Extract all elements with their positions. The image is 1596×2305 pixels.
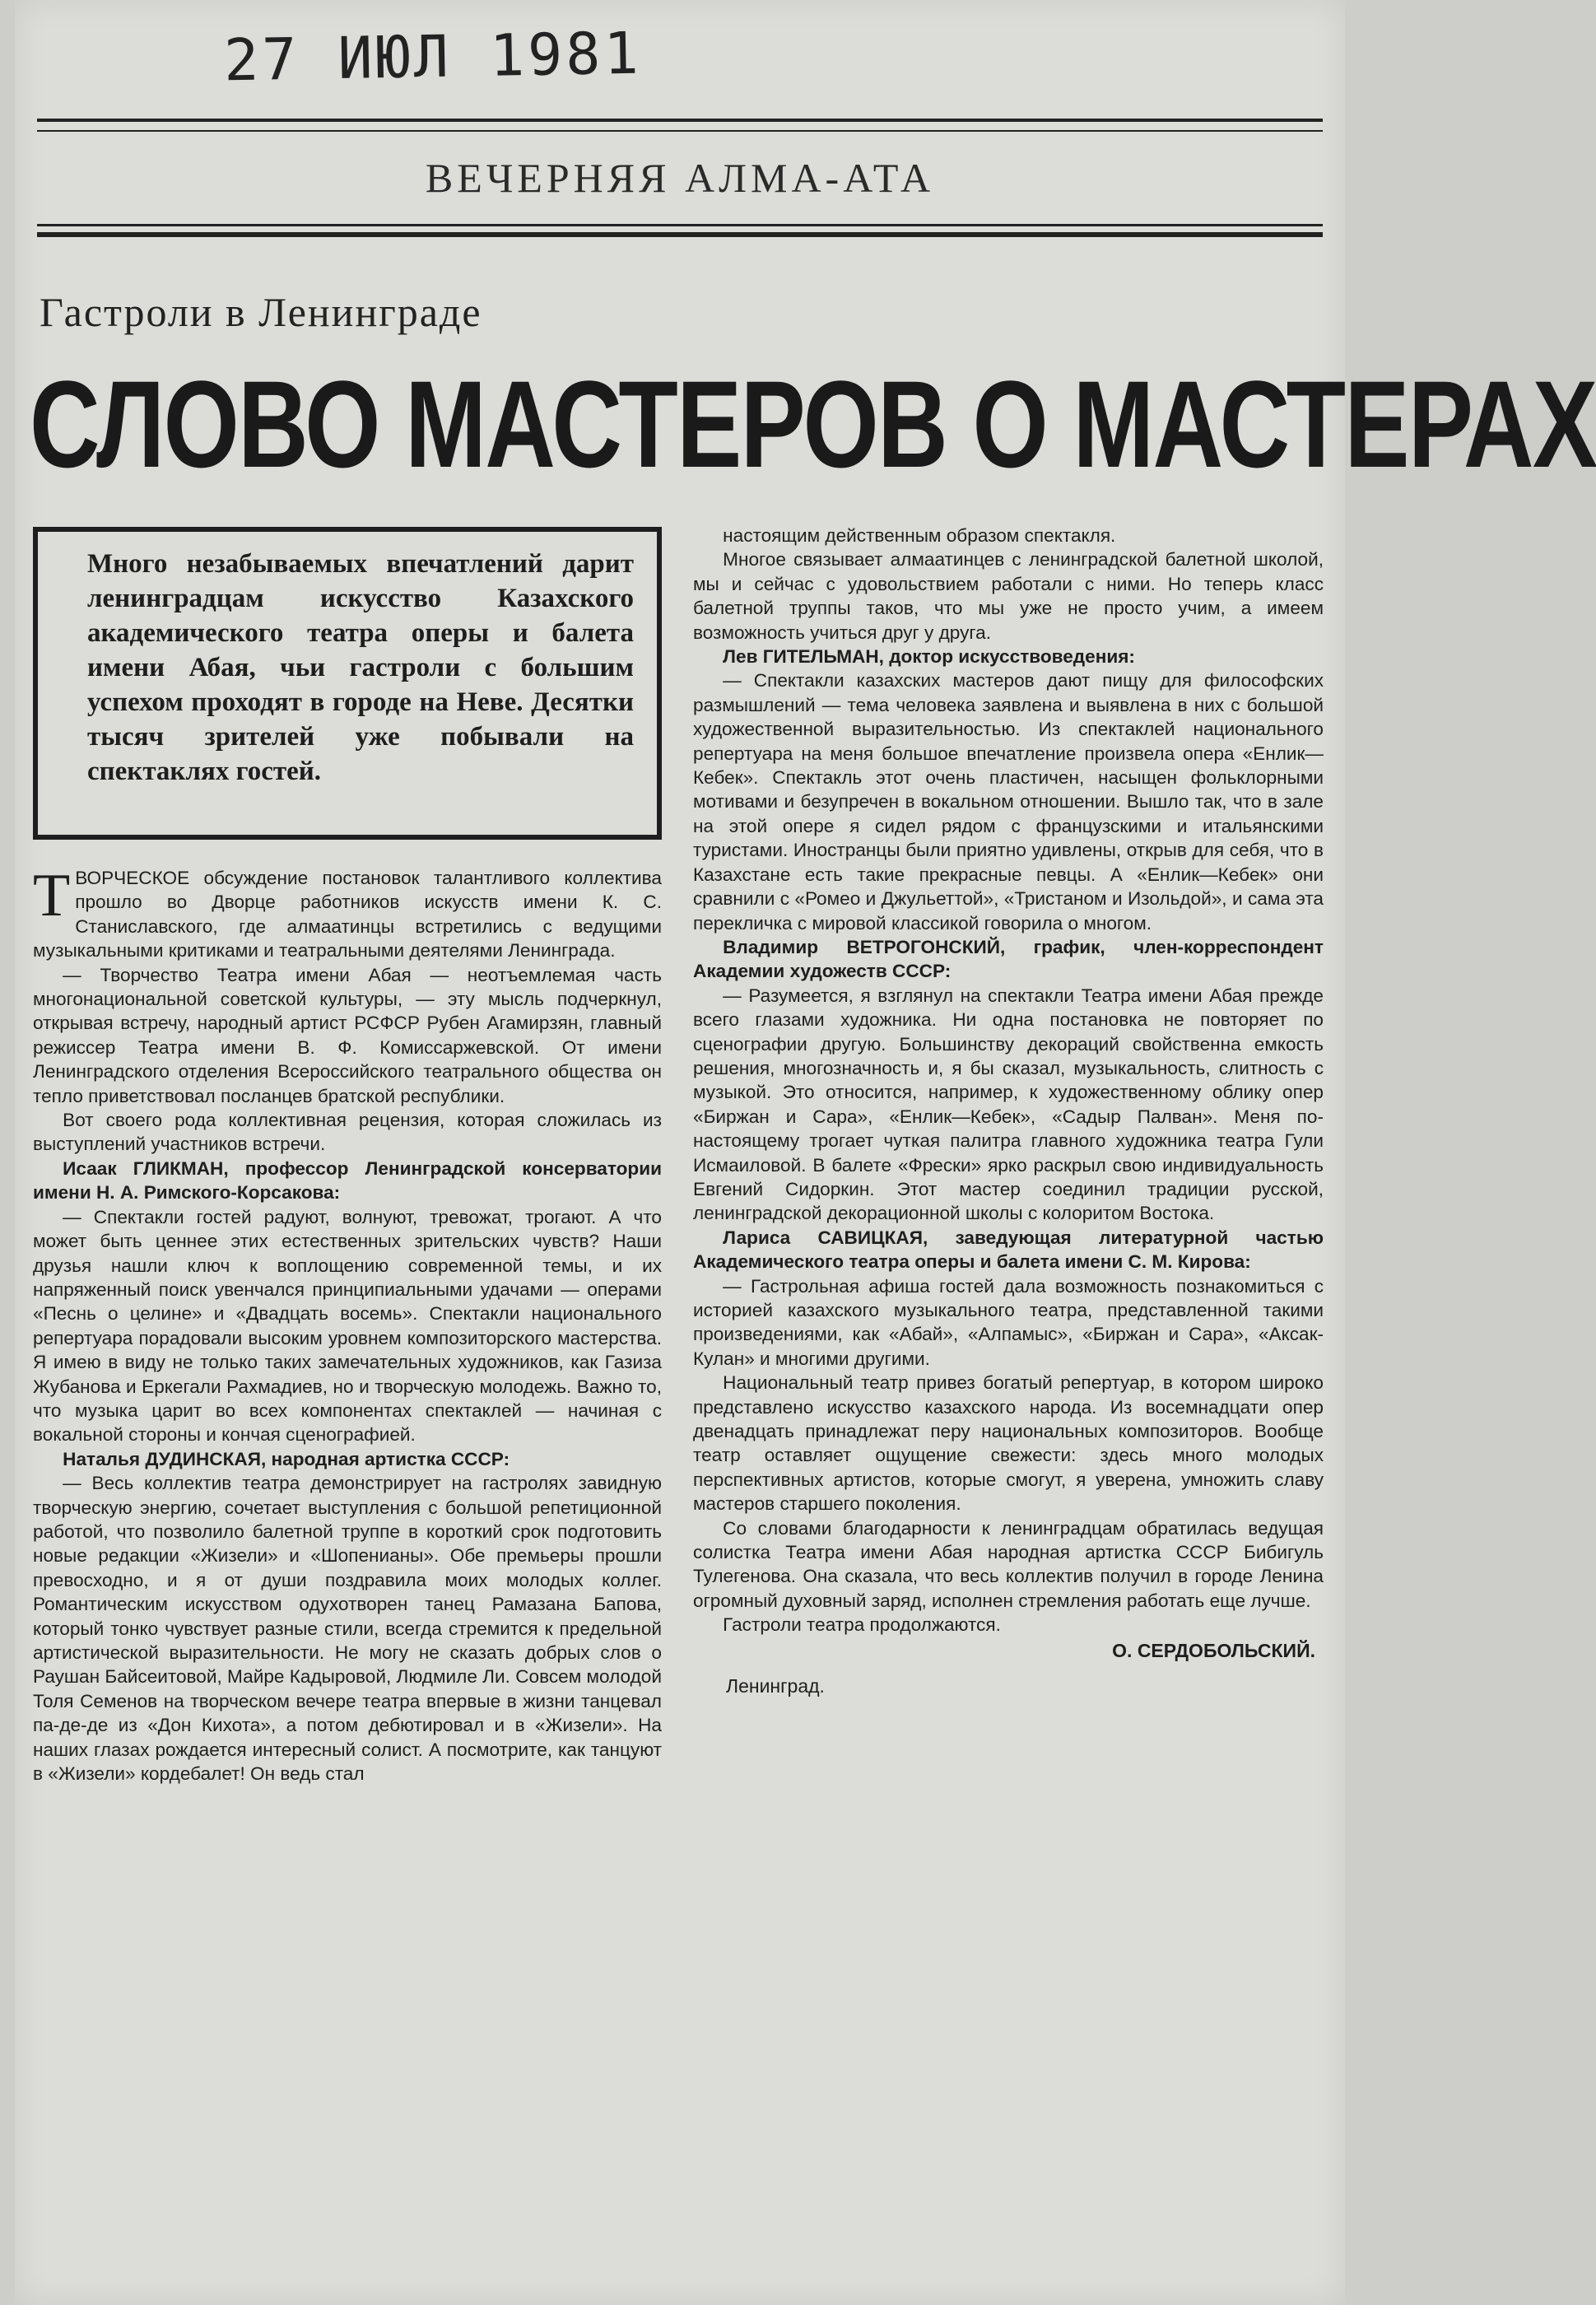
- paragraph: — Спектакли гостей радуют, волнуют, тревожат, трогают. А что может быть ценнее этих естественных зрительских чувств? Наши друзья нашли ключ к воплощению современной темы, и их напряженный поиск увенчался принципиальными удачами — операми «Песнь о целине» и «Двадцать восемь». Спектакли национального репертуара порадовали высоким уровнем композиторского мастерства. Я имею в виду не только таких замечательных художников, как Газиза Жубанова и Еркегали Рахмадиев, но и творческую молодежь. Важно то, что музыка царит во всех компонентах спектаклей — начиная с вокальной стороны и кончая сценографией.: [33, 1206, 662, 1446]
- paragraph: — Спектакли казахских мастеров дают пищу для философских размышлений — тема человека заявлена и выявлена в них с большой художественной выразительностью. Из спектаклей национального репертуара на меня большое впечатление произвела опера «Енлик—Кебек». Спектакль этот очень пластичен, насыщен фольклорными мотивами и безупречен в вокальном отношении. Вышло так, что в зале на этой опере я сидел рядом с французскими и итальянскими туристами. Иностранцы были приятно удивлены, открыв для себя, что в Казахстане есть такие прекрасные певцы. А «Енлик—Кебек» они сравнили с «Ромео и Джульеттой», «Тристаном и Изольдой», и сама эта перекличка с мировой классикой говорила о многом.: [693, 670, 1324, 934]
- dateline-city: Ленинград.: [726, 1675, 825, 1697]
- article-headline: СЛОВО МАСТЕРОВ О МАСТЕРАХ: [30, 355, 1596, 493]
- masthead-rule-top: [37, 119, 1323, 122]
- article-kicker: Гастроли в Ленинграде: [40, 289, 482, 335]
- paragraph: — Весь коллектив театра демонстрирует на гастролях завидную творческую энергию, сочетает выступления с большой репетиционной работой, что позволило балетной труппе в короткий срок подготовить новые редакции «Жизели» и «Шопенианы». Обе премьеры прошли превосходно, и я от души поздравила моих молодых коллег. Романтическим искусством одухотворен танец Рамазана Бапова, который тонко чувствует разные стили, всегда стремится к предельной артистической выразительности. Не могу не сказать добрых слов о Раушан Байсеитовой, Майре Кадыровой, Людмиле Ли. Совсем молодой Толя Семенов на творческом вечере театра впервые в жизни танцевал па-де-де из «Дон Кихота», а потом дебютировал и в «Жизели». На наших глазах рождается интересный солист. А посмотрите, как танцуют в «Жизели» кордебалет! Он ведь стал: [33, 1473, 662, 1785]
- paragraph: Со словами благодарности к ленинградцам обратилась ведущая солистка Театра имени Абая народная артистка СССР Бибигуль Тулегенова. Она сказала, что весь коллектив получил в городе Ленина огромный духовный заряд, исполнен стремления работать еще лучше.: [693, 1517, 1324, 1611]
- paragraph: — Разумеется, я взглянул на спектакли Театра имени Абая прежде всего глазами художника. Ни одна постановка не повторяет по сценографии другую. Большинству декораций свойственна емкость решения, многозначность и, я бы сказал, музыкальность, слитность с музыкой. Это относится, например, к художественному облику опер «Биржан и Сара», «Енлик—Кебек», «Садыр Палван». Меня по-настоящему трогает чуткая палитра главного художника театра Гули Исмаиловой. В балете «Фрески» ярко раскрыл свою индивидуальность Евгений Сидоркин. Этот мастер соединил традиции русской, ленинградской декорационной школы с колоритом Востока.: [693, 985, 1324, 1224]
- masthead-rule-bottom: [37, 224, 1323, 226]
- right-column: [693, 524, 1324, 1699]
- author-signature: О. СЕРДОБОЛЬСКИЙ.: [1112, 1639, 1315, 1661]
- speaker-heading: Исаак ГЛИКМАН, профессор Ленинградской консерватории имени Н. А. Римского-Корсакова:: [33, 1157, 662, 1204]
- drop-cap: Т: [33, 862, 71, 929]
- left-column: [33, 862, 662, 1786]
- opening-paragraph: ТВОРЧЕСКОЕ обсуждение постановок талантливого коллектива прошло во Дворце работников искусств имени К. С. Станиславского, где алмаатинцы встретились с ведущими музыкальными критиками и театральными деятелями Ленинграда.: [33, 862, 662, 962]
- masthead: ВЕЧЕРНЯЯ АЛМА-АТА: [425, 155, 935, 201]
- paragraph: Национальный театр привез богатый репертуар, в котором широко представлено искусство казахского народа. Из восемнадцати опер двенадцать принадлежат перу национальных композиторов. Вообще театр оставляет ощущение свежести: здесь много молодых перспективных артистов, которые смогут, я уверена, умножить славу мастеров старшего поколения.: [693, 1372, 1324, 1515]
- paragraph: Многое связывает алмаатинцев с ленинградской балетной школой, мы и сейчас с удовольствием работали с ними. Но теперь класс балетной труппы таков, что мы уже не просто учим, а имеем возможность учиться друг у друга.: [693, 549, 1324, 643]
- speaker-heading: Владимир ВЕТРОГОНСКИЙ, график, член-корреспондент Академии художеств СССР:: [693, 936, 1324, 982]
- masthead-rule-bottom-thick: [37, 232, 1323, 237]
- paragraph: — Гастрольная афиша гостей дала возможность познакомиться с историей казахского музыкального театра, представленной такими произведениями, как «Абай», «Алпамыс», «Биржан и Сара», «Аксак-Кулан» и многими другими.: [693, 1275, 1324, 1369]
- speaker-heading: Лариса САВИЦКАЯ, заведующая литературной частью Академического театра оперы и балета имени С. М. Кирова:: [693, 1227, 1324, 1273]
- paragraph: Вот своего рода коллективная рецензия, которая сложилась из выступлений участников встречи.: [33, 1110, 662, 1155]
- paragraph: — Творчество Театра имени Абая — неотъемлемая часть многонациональной советской культуры, — эту мысль подчеркнул, открывая встречу, народный артист РСФСР Рубен Агамирзян, главный режиссер Театра имени В. Ф. Комиссаржевской. От имени Ленинградского отделения Всероссийского театрального общества он тепло приветствовал посланцев братской республики.: [33, 964, 662, 1106]
- lead-text: Много незабываемых впечатлений дарит ленинградцам искусство Казахского академического театра оперы и балета имени Абая, чьи гастроли с большим успехом проходят в городе на Неве. Десятки тысяч зрителей уже побывали на спектаклях гостей.: [87, 549, 634, 786]
- speaker-heading: Наталья ДУДИНСКАЯ, народная артистка СССР:: [63, 1448, 510, 1469]
- speaker-heading: Лев ГИТЕЛЬМАН, доктор искусствоведения:: [723, 646, 1135, 668]
- paragraph: Гастроли театра продолжаются.: [723, 1614, 1001, 1636]
- paragraph: настоящим действенным образом спектакля.: [723, 525, 1116, 546]
- masthead-rule-top-thin: [37, 130, 1323, 132]
- date-stamp: 27 ИЮЛ 1981: [223, 19, 643, 95]
- lead-box: [33, 527, 662, 840]
